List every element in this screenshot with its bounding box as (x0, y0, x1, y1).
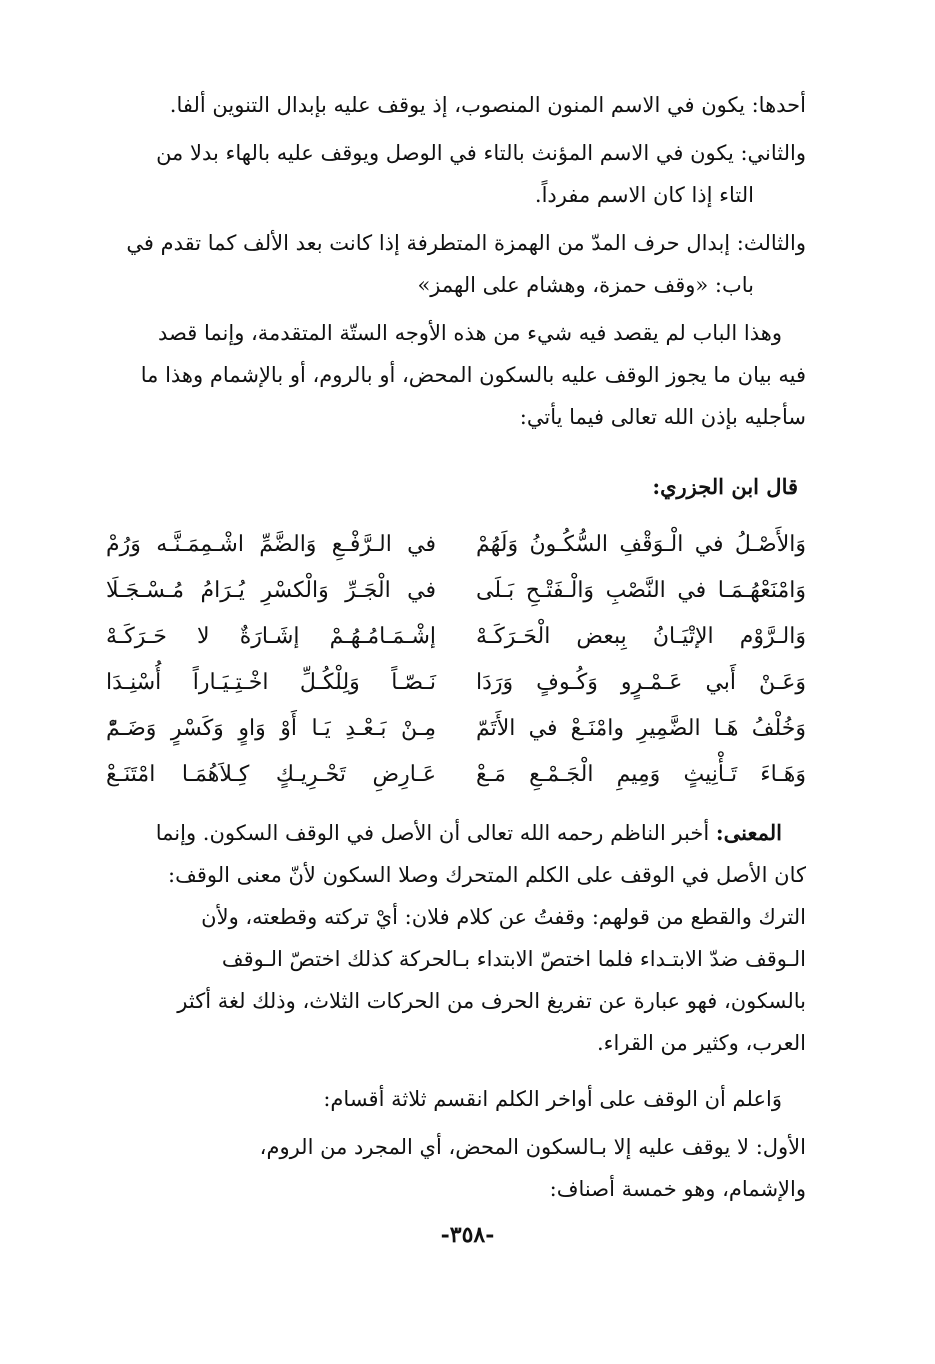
text-line: الـوقف ضدّ الابتـداء فلما اختصّ الابتداء بـالحركة كذلك اختصّ الـوقف (221, 947, 806, 971)
page-body (106, 84, 806, 1216)
poem-verse (106, 522, 806, 568)
verse-first-hemistich: وَالـرَّوْم الإتْيَـانُ بِبعض الْحَـرَكَـهْ (476, 624, 806, 649)
text-line: والثالث: إبدال حرف المدّ من الهمزة المتطرفة إذا كانت بعد الألف كما تقدم في (126, 231, 806, 255)
verse-second-hemistich: في الْجَـرِّ وَالْكسْرِ يُـرَامُ مُـسْـجَـلَا (106, 578, 436, 603)
text-line: فيه بيان ما يجوز الوقف عليه بالسكون المحض، أو بالروم، أو بالإشمام وهذا ما (140, 363, 806, 387)
text-line: أحدها: يكون في الاسم المنون المنصوب، إذ يوقف عليه بإبدال التنوين ألفا. (169, 93, 806, 117)
verse-second-hemistich: عَـارِضِ تَحْـرِيـكٍ كِـلاَهُمَـا امْتَنَـعْ (106, 762, 436, 787)
verse-second-hemistich: نَـصّـاً وَلِلْكُـلِّ اخْـتِـيَـاراً أُسْنِـدَا (106, 670, 436, 695)
text-line: بالسكون، فهو عبارة عن تفريغ الحرف من الحركات الثلاث، وذلك لغة أكثر (177, 989, 806, 1013)
text-line: العرب، وكثير من القراء. (597, 1031, 806, 1055)
verse-first-hemistich: وَامْنَعْهُـمَـا في النَّصْبِ وَالْـفَتْـحِ بَـلَى (476, 578, 806, 603)
poem-verse (106, 614, 806, 660)
verse-first-hemistich: وَعَـنْ أَبي عَـمْـرٍو وَكُـوفٍ وَرَدَا (476, 670, 806, 695)
text-line: التاء إذا كان الاسم مفرداً. (534, 183, 754, 207)
text-line: باب: «وقف حمزة، وهشام على الهمز» (417, 273, 754, 297)
meaning-lead: المعنى: (715, 820, 782, 845)
verse-first-hemistich: وَهَـاءَ تَـأْنِيثٍ وَمِيمِ الْجَـمْـعِ مَـعْ (476, 762, 806, 787)
verse-second-hemistich: مِـنْ بَـعْـدِ يَـا أَوْ وَاوٍ وَكَسْرٍ وَضَـمّْ (106, 716, 436, 741)
text-line: أخبر الناظم رحمه الله تعالى أن الأصل في الوقف السكون. وإنما (155, 821, 710, 845)
paragraph-first (106, 84, 806, 126)
poem-verse (106, 568, 806, 614)
verse-first-hemistich: وَخُلْفُ هَـا الضَّمِيرِ وامْنَـعْ في الأَتَمّ (476, 716, 806, 741)
text-line: الترك والقطع من قولهم: وقفتُ عن كلام فلان: أيْ تركته وقطعته، ولأن (201, 905, 806, 929)
poem (106, 522, 806, 798)
poem-verse (106, 706, 806, 752)
text-line: والثاني: يكون في الاسم المؤنث بالتاء في الوصل ويوقف عليه بالهاء بدلا من (156, 141, 806, 165)
verse-first-hemistich: وَالأَصْـلُ في الْـوَقْفِ السُّكُـونُ وَلَهُمْ (476, 532, 806, 557)
paragraph-fourth (106, 312, 806, 438)
text-line: وَاعلم أن الوقف على أواخر الكلم انقسم ثلاثة أقسام: (323, 1087, 782, 1111)
poem-verse (106, 660, 806, 706)
section-heading: قال ابن الجزري: (652, 474, 798, 499)
know-paragraph (106, 1078, 806, 1120)
verse-second-hemistich: في الـرَّفْـعِ وَالضَّمِّ اشْـمِمَـنَّـه وَرُمْ (106, 532, 436, 557)
meaning-paragraph (106, 812, 806, 1064)
text-line: وهذا الباب لم يقصد فيه شيء من هذه الأوجه الستّة المتقدمة، وإنما قصد (158, 321, 782, 345)
text-line: الأول: لا يوقف عليه إلا بـالسكون المحض، أي المجرد من الروم، (259, 1135, 806, 1159)
text-line: كان الأصل في الوقف على الكلم المتحرك وصلا السكون لأنّ معنى الوقف: (168, 863, 806, 887)
first-section-paragraph (106, 1126, 806, 1210)
verse-second-hemistich: إشْـمَـامُـهُـمْ إشَـارَةٌ لا حَـرَكَـهْ (106, 624, 436, 649)
text-line: والإشمام، وهو خمسة أصناف: (549, 1177, 806, 1201)
paragraph-second (106, 132, 806, 216)
text-line: سأجليه بإذن الله تعالى فيما يأتي: (519, 405, 806, 429)
paragraph-third (106, 222, 806, 306)
poem-verse (106, 752, 806, 798)
page-number: -٣٥٨- (440, 1222, 495, 1248)
